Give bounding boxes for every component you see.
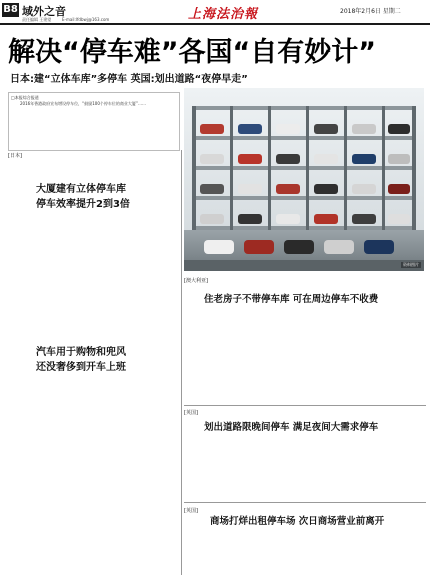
japan-title-line-1: 大厦建有立体停车库 xyxy=(36,184,126,195)
tag-uk-2: [英国] xyxy=(184,508,198,514)
tag-australia: [澳大利亚] xyxy=(184,278,208,284)
editor-email: E-mail:lfdbwj@163.com xyxy=(62,17,110,22)
japan-body-right xyxy=(94,213,178,333)
japan-body-lower-right xyxy=(94,375,178,575)
page-badge: B8 xyxy=(3,4,18,15)
column-divider xyxy=(181,150,182,575)
intro-text xyxy=(12,101,176,148)
headline-sub: 日本:建“立体车库”多停车 英国:划出道路“夜停早走” xyxy=(10,74,248,85)
section-name: 域外之音 xyxy=(22,5,66,18)
masthead-logo: 上海法治報 xyxy=(188,7,259,22)
editor-credit: 责任编辑 王建望 xyxy=(22,17,52,22)
tag-uk-1: [英国] xyxy=(184,410,198,416)
uk1-rule xyxy=(184,405,426,406)
japan-body-left xyxy=(8,213,88,333)
japan-subtitle-line-2: 还没奢侈到开车上班 xyxy=(36,362,126,373)
headline-main: 解决“停车难”各国“自有妙计” xyxy=(8,37,376,68)
intro-paragraph: 2016年香港政府宣布增设停车位，“鼓励100个停车位的商业大厦”…… xyxy=(20,101,146,106)
japan-title-line-2: 停车效率提升2到3倍 xyxy=(36,199,130,210)
japan-body-lower-left xyxy=(8,375,88,575)
parking-garage-photo xyxy=(184,88,424,271)
header-bar xyxy=(0,0,430,24)
issue-date: 2018年2月6日 星期二 xyxy=(340,8,401,15)
uk1-title: 划出道路限晚间停车 满足夜间大需求停车 xyxy=(204,422,379,433)
parking-garage-illustration xyxy=(184,88,424,271)
australia-title: 住老房子不带停车库 可在周边停车不收费 xyxy=(204,294,379,305)
byline: □本报综合报道 xyxy=(11,95,39,100)
tag-japan: [日本] xyxy=(8,153,22,159)
header-rule xyxy=(0,23,430,25)
japan-subtitle-line-1: 汽车用于购物和兜风 xyxy=(36,347,126,358)
intro-box xyxy=(8,92,180,151)
uk2-title: 商场打烊出租停车场 次日商场营业前离开 xyxy=(210,516,385,527)
photo-credit: 资料图片 xyxy=(403,262,419,267)
uk2-rule xyxy=(184,502,426,503)
